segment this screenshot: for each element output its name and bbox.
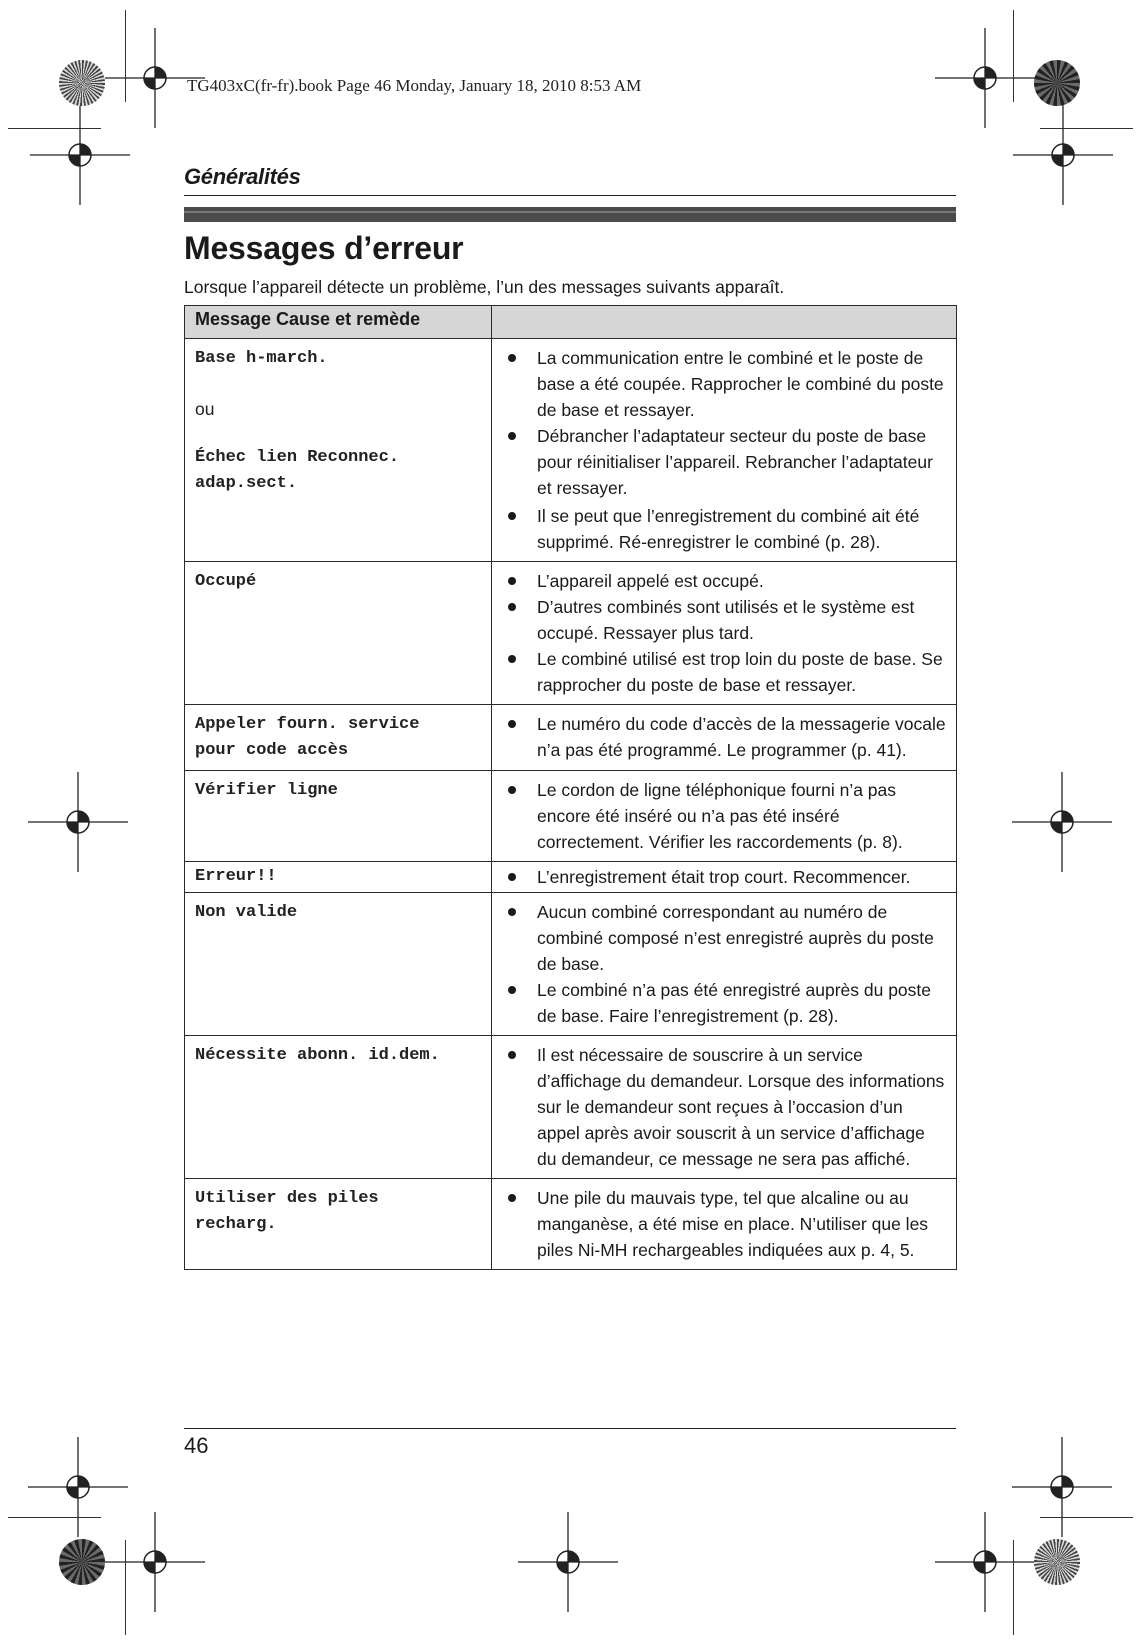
color-wheel-icon bbox=[59, 60, 105, 106]
table-row bbox=[185, 562, 957, 705]
error-message: Occupé bbox=[195, 572, 257, 591]
table-row bbox=[185, 893, 957, 1036]
table-header: Message Cause et remède bbox=[185, 306, 492, 339]
message-cell bbox=[185, 771, 492, 862]
section-rule bbox=[184, 195, 956, 196]
error-message: Nécessite abonn. id.dem. bbox=[195, 1046, 440, 1065]
message-cell bbox=[185, 339, 492, 562]
cause-item: Le cordon de ligne téléphonique fourni n’a pas encore été inséré ou n’a pas été inséré correctement. Vérifier les raccordements (p. 8). bbox=[500, 777, 946, 855]
table-row bbox=[185, 771, 957, 862]
table-row bbox=[185, 705, 957, 771]
table-row bbox=[185, 1179, 957, 1270]
cause-cell bbox=[492, 1036, 957, 1179]
message-cell bbox=[185, 893, 492, 1036]
cause-item: Il se peut que l’enregistrement du combiné ait été supprimé. Ré-enregistrer le combiné (p. 28). bbox=[500, 503, 946, 555]
cause-cell bbox=[492, 1179, 957, 1270]
table-row bbox=[185, 1036, 957, 1179]
message-cell bbox=[185, 705, 492, 771]
cause-item: L’appareil appelé est occupé. bbox=[500, 568, 946, 594]
cause-item: Le numéro du code d’accès de la messagerie vocale n’a pas été programmé. Le programmer (p. 41). bbox=[500, 711, 946, 763]
registration-target-icon bbox=[105, 1512, 205, 1612]
cause-item: Le combiné n’a pas été enregistré auprès du poste de base. Faire l’enregistrement (p. 28). bbox=[500, 977, 946, 1029]
cause-cell bbox=[492, 893, 957, 1036]
color-wheel-icon bbox=[1034, 60, 1080, 106]
cause-cell bbox=[492, 862, 957, 893]
table-header-empty bbox=[492, 306, 957, 339]
title-bar-rule bbox=[184, 207, 956, 222]
error-message: Non valide bbox=[195, 903, 298, 922]
error-message: Base h-march. bbox=[195, 349, 328, 368]
cause-item: Débrancher l’adaptateur secteur du poste de base pour réinitialiser l’appareil. Rebrancher l’adaptateur et ressayer. bbox=[500, 423, 946, 501]
cause-cell bbox=[492, 705, 957, 771]
registration-target-icon bbox=[1012, 772, 1112, 872]
cause-cell bbox=[492, 562, 957, 705]
printer-slug: TG403xC(fr-fr).book Page 46 Monday, January 18, 2010 8:53 AM bbox=[187, 76, 642, 95]
error-message: Vérifier ligne bbox=[195, 781, 338, 800]
registration-target-icon bbox=[518, 1512, 618, 1612]
cause-item: Il est nécessaire de souscrire à un service d’affichage du demandeur. Lorsque des informations sur le demandeur sont reçues à l’occasion d’un appel après avoir souscrit à un service d’affichage du demandeur, ce message ne sera pas affiché. bbox=[500, 1042, 946, 1172]
color-wheel-icon bbox=[1034, 1539, 1080, 1585]
registration-target-icon bbox=[30, 105, 130, 205]
footer-rule bbox=[184, 1428, 956, 1429]
registration-target-icon bbox=[935, 1512, 1035, 1612]
cause-item: Le combiné utilisé est trop loin du poste de base. Se rapprocher du poste de base et ressayer. bbox=[500, 646, 946, 698]
message-cell bbox=[185, 862, 492, 893]
message-cell bbox=[185, 1179, 492, 1270]
table-row bbox=[185, 862, 957, 893]
page-title: Messages d’erreur bbox=[184, 230, 464, 266]
error-message: Utiliser des piles recharg. bbox=[195, 1189, 379, 1234]
cause-item: La communication entre le combiné et le poste de base a été coupée. Rapprocher le combiné du poste de base et ressayer. bbox=[500, 345, 946, 423]
cause-cell bbox=[492, 771, 957, 862]
error-message: Échec lien Reconnec. adap.sect. bbox=[195, 448, 400, 493]
cause-item: L’enregistrement était trop court. Recommencer. bbox=[500, 864, 946, 890]
cause-item: Aucun combiné correspondant au numéro de combiné composé n’est enregistré auprès du poste de base. bbox=[500, 899, 946, 977]
separator-word: ou bbox=[195, 399, 215, 419]
section-label: Généralités bbox=[184, 164, 301, 189]
cause-cell bbox=[492, 339, 957, 562]
page-number: 46 bbox=[184, 1433, 209, 1458]
table-row bbox=[185, 339, 957, 562]
cause-item: Une pile du mauvais type, tel que alcaline ou au manganèse, a été mise en place. N’utiliser que les piles Ni-MH rechargeables indiquées aux p. 4, 5. bbox=[500, 1185, 946, 1263]
cause-item: D’autres combinés sont utilisés et le système est occupé. Ressayer plus tard. bbox=[500, 594, 946, 646]
error-message: Appeler fourn. service pour code accès bbox=[195, 715, 420, 760]
error-messages-table bbox=[184, 305, 957, 1270]
registration-target-icon bbox=[28, 772, 128, 872]
color-wheel-icon bbox=[59, 1539, 105, 1585]
message-cell bbox=[185, 1036, 492, 1179]
intro-text: Lorsque l’appareil détecte un problème, l’un des messages suivants apparaît. bbox=[184, 277, 785, 297]
registration-target-icon bbox=[1013, 105, 1113, 205]
message-cell bbox=[185, 562, 492, 705]
table-header-row bbox=[185, 306, 957, 339]
error-message: Erreur!! bbox=[195, 867, 277, 886]
